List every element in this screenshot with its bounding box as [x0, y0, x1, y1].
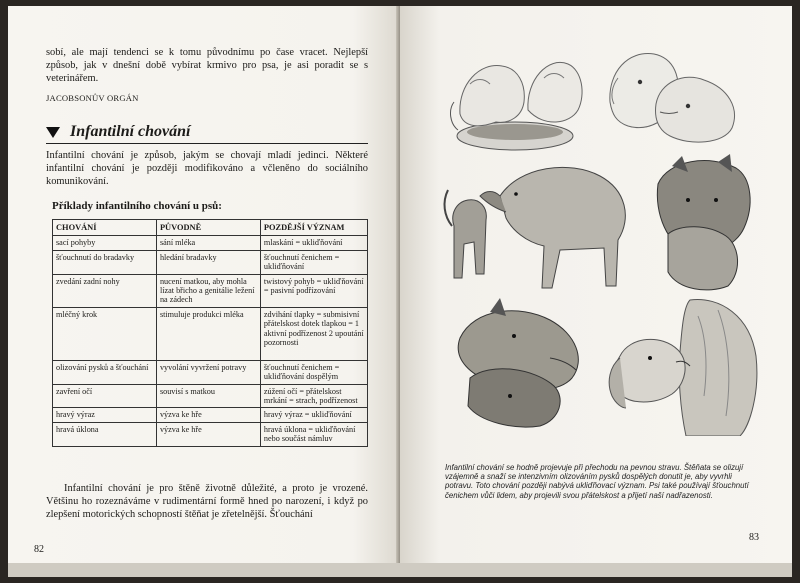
right-page	[400, 6, 792, 577]
table-cell: sací pohyby	[53, 236, 157, 250]
section-heading	[46, 123, 190, 141]
section-paragraph: Infantilní chování je způsob, jakým se chovají mladí jedinci. Některé infantilní chování je později modifikováno a včleněno do sociálního komunikování.	[46, 150, 368, 188]
section-title: Infantilní chování	[70, 123, 191, 140]
table-cell: twistový pohyb = ukliďňování = pasivní podřízování	[260, 274, 367, 307]
wolf-heads-illustration	[648, 154, 758, 294]
column-header: POZDĚJŠÍ VÝZNAM	[260, 220, 367, 236]
table-cell: zdvihání tlapky = submisivní přátelskost dotek tlapkou = 1 aktivní podřízenost 2 upoutání pozornosti	[260, 307, 367, 360]
table-row	[53, 250, 368, 274]
table-cell: souvisí s matkou	[156, 384, 260, 408]
table-cell: zvedání zadní nohy	[53, 274, 157, 307]
bottom-paragraph: Infantilní chování je pro štěně životně důležité, a proto je vrozené. Většinu ho rozeznáváme v rudimentární formě hned po narození, i když po zlepšení motorických schopností štěňat je zřetelnější. Šťouchání	[46, 483, 368, 521]
puppies-bowl-illustration	[440, 44, 590, 156]
wolf-and-pup-illustration	[440, 156, 640, 296]
table-cell: sání mléka	[156, 236, 260, 250]
table-cell: olizování pysků a šťouchání	[53, 360, 157, 384]
table-cell: výzva ke hře	[156, 408, 260, 422]
table-cell: hravá úklona = ukliďňování nebo součást námluv	[260, 422, 367, 446]
table-row	[53, 236, 368, 250]
page-edge	[8, 563, 792, 577]
table-row	[53, 384, 368, 408]
intro-paragraph: sobí, ale mají tendenci se k tomu původnímu po čase vracet. Nejlepší způsob, jak v dnešní době vybírat krmivo pro psa, je asi poradit se s veterinářem.	[46, 47, 368, 85]
table-cell: hravý výraz = ukliďňování	[260, 408, 367, 422]
triangle-bullet-icon	[46, 127, 60, 138]
side-heading: JACOBSONŮV ORGÁN	[46, 93, 139, 103]
left-page	[8, 6, 400, 577]
table-row	[53, 360, 368, 384]
two-wolves-illustration	[450, 298, 590, 428]
column-header: PŮVODNĚ	[156, 220, 260, 236]
page-number-left: 82	[34, 544, 44, 555]
table-cell: hravý výraz	[53, 408, 157, 422]
table-cell: šťouchnutí do bradavky	[53, 250, 157, 274]
table-cell: výzva ke hře	[156, 422, 260, 446]
table-cell: nucení matkou, aby mohla lízat břicho a genitálie ležení na zádech	[156, 274, 260, 307]
column-header: CHOVÁNÍ	[53, 220, 157, 236]
girl-and-dog-illustration	[600, 296, 760, 436]
table-row	[53, 408, 368, 422]
behavior-table	[52, 219, 368, 447]
table-cell: šťouchnutí čenichem = ukliďňování	[260, 250, 367, 274]
table-row	[53, 307, 368, 360]
table-cell: stimuluje produkci mléka	[156, 307, 260, 360]
book-spread	[8, 6, 792, 577]
table-cell: hledání bradavky	[156, 250, 260, 274]
table-cell: zúžení očí = přátelskost mrkání = strach, podřízenost	[260, 384, 367, 408]
table-row	[53, 274, 368, 307]
table-row	[53, 422, 368, 446]
examples-heading: Příklady infantilního chování u psů:	[52, 200, 222, 212]
figure-caption: Infantilní chování se hodně projevuje při přechodu na pevnou stravu. Štěňata se olizují vzájemně a snaží se intenzivním olizováním pysků dospělých donutit je, aby vyvrhli potravu. Toto chování později nabývá ukliďňovací význam. Psi také používají šťouchnutí čenichem vůči lidem, aby projevili svou přátelskost a přijetí naší nadřazenosti.	[445, 463, 749, 500]
table-cell: zavření očí	[53, 384, 157, 408]
two-puppies-illustration	[600, 42, 750, 152]
heading-rule	[46, 143, 368, 144]
table-cell: šťouchnutí čenichem = ukliďňování dospělým	[260, 360, 367, 384]
table-header-row	[53, 220, 368, 236]
table-cell: vyvolání vyvržení potravy	[156, 360, 260, 384]
page-number-right: 83	[749, 532, 759, 543]
table-cell: mlaskání = ukliďňování	[260, 236, 367, 250]
table-cell: mléčný krok	[53, 307, 157, 360]
table-cell: hravá úklona	[53, 422, 157, 446]
